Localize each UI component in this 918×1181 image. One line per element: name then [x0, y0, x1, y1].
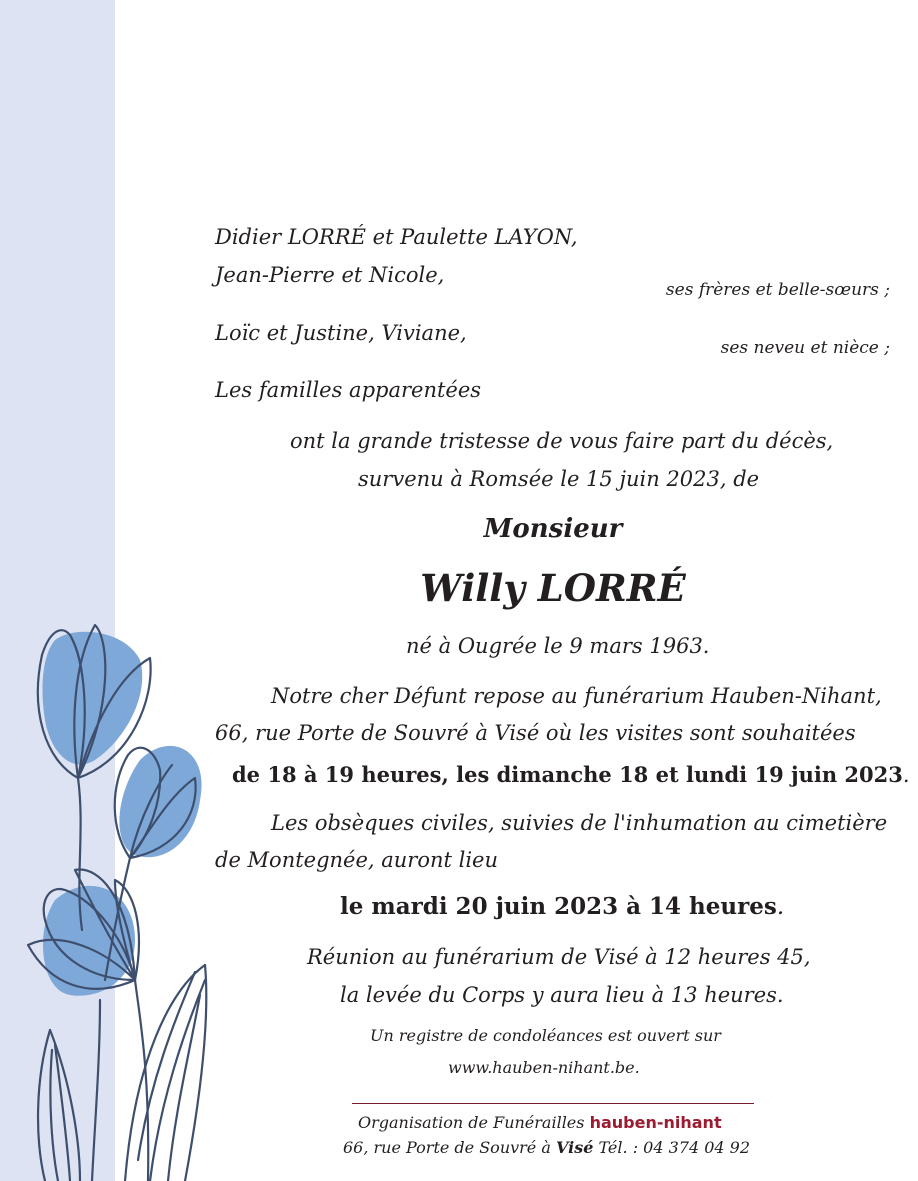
leaf-left-edge-1 [38, 1030, 50, 1181]
footer-organisation [358, 1113, 722, 1132]
visitation-hours [232, 762, 910, 787]
deceased-birth: né à Ougrée le 9 mars 1963. [406, 634, 710, 658]
leaf-left-vein-1 [50, 1050, 58, 1181]
visitation-hours-end: . [902, 763, 910, 787]
petal-fill-middle [119, 746, 201, 857]
reunion-line-2: la levée du Corps y aura lieu à 13 heures. [340, 983, 784, 1007]
family-line-4: Les familles apparentées [215, 378, 482, 402]
deceased-title: Monsieur [483, 514, 623, 544]
brand-logo-text: hauben-nihant [589, 1113, 722, 1132]
visitation-hours-bold: de 18 à 19 heures, les dimanche 18 et lundi 19 juin 2023 [232, 762, 903, 787]
family-line-2: Jean-Pierre et Nicole, [215, 263, 445, 287]
funeral-line-1: Les obsèques civiles, suivies de l'inhumation au cimetière [271, 811, 888, 835]
announcement-line-1: ont la grande tristesse de vous faire part du décès, [290, 429, 834, 453]
family-line-3: Loïc et Justine, Viviane, [215, 321, 467, 345]
family-line-1: Didier LORRÉ et Paulette LAYON, [215, 225, 578, 249]
stem-4 [92, 1000, 100, 1181]
footer-divider [352, 1103, 754, 1104]
footer-address [343, 1138, 750, 1157]
family-role-nephews: ses neveu et nièce ; [720, 338, 890, 358]
funeral-date-bold: le mardi 20 juin 2023 à 14 heures [340, 893, 777, 920]
flower-illustration [0, 600, 230, 1181]
leaf-right-edge-2 [185, 965, 206, 1181]
leaf-right-vein-2 [168, 995, 200, 1181]
announcement-line-2: survenu à Romsée le 15 juin 2023, de [358, 467, 760, 491]
footer-address-prefix: 66, rue Porte de Souvré à [343, 1138, 551, 1157]
reunion-line-1: Réunion au funérarium de Visé à 12 heures 45, [307, 945, 811, 969]
funeral-date [340, 893, 784, 920]
family-role-siblings: ses frères et belle-sœurs ; [665, 280, 890, 300]
visitation-line-2: 66, rue Porte de Souvré à Visé où les visites sont souhaitées [215, 721, 856, 745]
visitation-line-1: Notre cher Défunt repose au funérarium Hauben-Nihant, [271, 684, 882, 708]
deceased-name: Willy LORRÉ [420, 566, 686, 610]
footer-phone: Tél. : 04 374 04 92 [598, 1138, 751, 1157]
funeral-date-end: . [776, 894, 785, 920]
footer-org-prefix: Organisation de Funérailles [358, 1113, 585, 1132]
funeral-line-2: de Montegnée, auront lieu [215, 848, 499, 872]
footer-address-city: Visé [556, 1138, 594, 1157]
condolences-website[interactable]: www.hauben-nihant.be. [448, 1058, 640, 1077]
condolences-line-1: Un registre de condoléances est ouvert sur [370, 1026, 721, 1045]
